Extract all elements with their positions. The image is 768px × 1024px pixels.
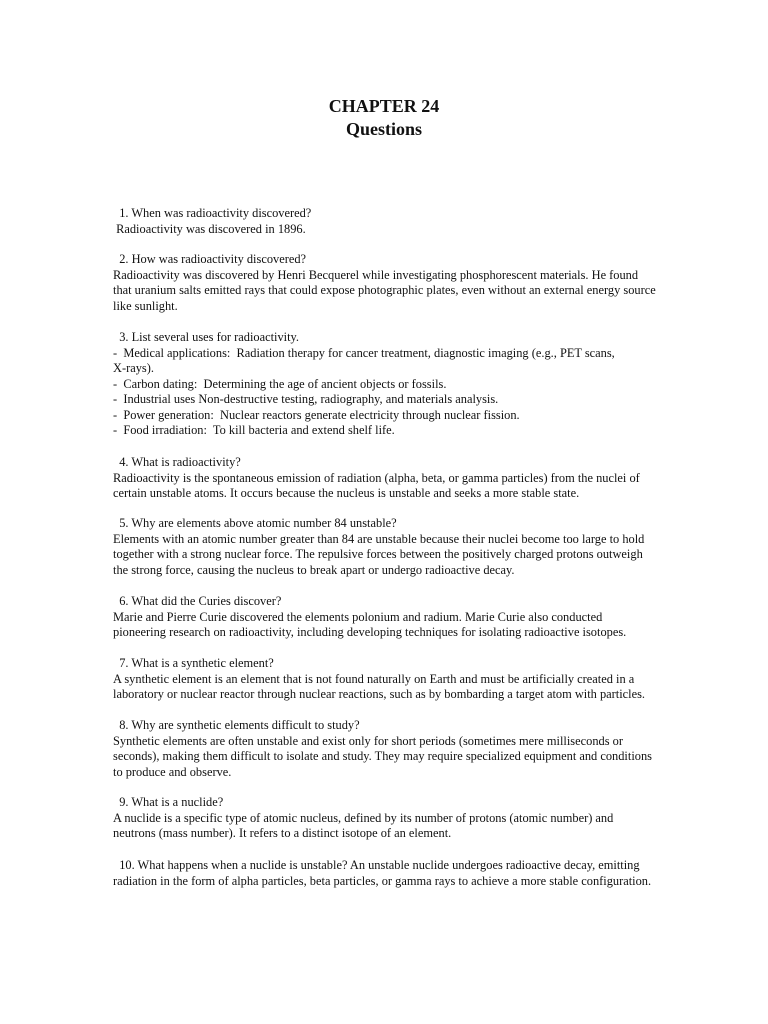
answer-7: A synthetic element is an element that is not found naturally on Earth and must be artificially created in a laboratory or nuclear reactor through nuclear reactions, such as by bombarding a target atom with particles.: [113, 671, 646, 701]
list-item: X-rays).: [113, 361, 154, 375]
qa-block-5: [113, 516, 658, 578]
chapter-subtitle: Questions: [345, 119, 423, 139]
list-item: - Carbon dating: Determining the age of ancient objects or fossils.: [113, 376, 447, 391]
answer-10: An unstable nuclide undergoes radioactive decay, emitting radiation in the form of alpha particles, beta particles, or gamma rays to achieve a more stable configuration.: [113, 858, 652, 888]
list-item: - Food irradiation: To kill bacteria and extend shelf life.: [113, 423, 395, 437]
answer-8: Synthetic elements are often unstable and exist only for short periods (sometimes mere milliseconds or seconds), making them difficult to isolate and study. They may require specialized equipment and conditions to produce and observe.: [113, 733, 652, 779]
answer-1: Radioactivity was discovered in 1896.: [113, 221, 306, 236]
chapter-title: CHAPTER 24: [328, 96, 440, 116]
answer-5: Elements with an atomic number greater than 84 are unstable because their nuclei become too large to hold together with a strong nuclear force. The repulsive forces between the positively charged protons outweigh the strong force, causing the nucleus to break apart or undergo radioactive decay.: [113, 531, 645, 577]
list-item: - Medical applications: Radiation therapy for cancer treatment, diagnostic imaging (e.g., PET scans,: [113, 345, 615, 360]
question-4: 4. What is radioactivity?: [113, 455, 241, 469]
answer-2: Radioactivity was discovered by Henri Becquerel while investigating phosphorescent materials. He found that uranium salts emitted rays that could expose photographic plates, even without an external energy source like sunlight.: [113, 267, 656, 313]
answer-9: A nuclide is a specific type of atomic nucleus, defined by its number of protons (atomic number) and neutrons (mass number). It refers to a distinct isotope of an element.: [113, 810, 614, 840]
qa-block-4: [113, 455, 658, 502]
list-item: - Industrial uses Non-destructive testing, radiography, and materials analysis.: [113, 392, 499, 406]
question-1: 1. When was radioactivity discovered?: [113, 206, 312, 220]
qa-block-6: [113, 594, 658, 641]
question-7: 7. What is a synthetic element?: [113, 656, 274, 670]
qa-block-10: [113, 858, 658, 889]
qa-block-9: [113, 795, 658, 842]
qa-block-2: [113, 252, 658, 314]
question-5: 5. Why are elements above atomic number 84 unstable?: [113, 516, 397, 530]
qa-block-3: [113, 330, 658, 439]
qa-block-7: [113, 656, 658, 703]
question-8: 8. Why are synthetic elements difficult to study?: [113, 718, 360, 732]
qa-block-1: [113, 206, 658, 237]
question-10: 10. What happens when a nuclide is unstable?: [113, 858, 348, 872]
answer-6: Marie and Pierre Curie discovered the elements polonium and radium. Marie Curie also conducted pioneering research on radioactivity, including developing techniques for isolating radioactive isotopes.: [113, 609, 627, 639]
answer-4: Radioactivity is the spontaneous emission of radiation (alpha, beta, or gamma particles) from the nuclei of certain unstable atoms. It occurs because the nucleus is unstable and seeks a more stable state.: [113, 470, 640, 500]
question-2: 2. How was radioactivity discovered?: [113, 252, 307, 266]
qa-block-8: [113, 718, 658, 780]
question-9: 9. What is a nuclide?: [113, 795, 224, 809]
question-6: 6. What did the Curies discover?: [113, 594, 282, 608]
list-item: - Power generation: Nuclear reactors generate electricity through nuclear fission.: [113, 407, 520, 422]
question-3: 3. List several uses for radioactivity.: [113, 330, 300, 344]
